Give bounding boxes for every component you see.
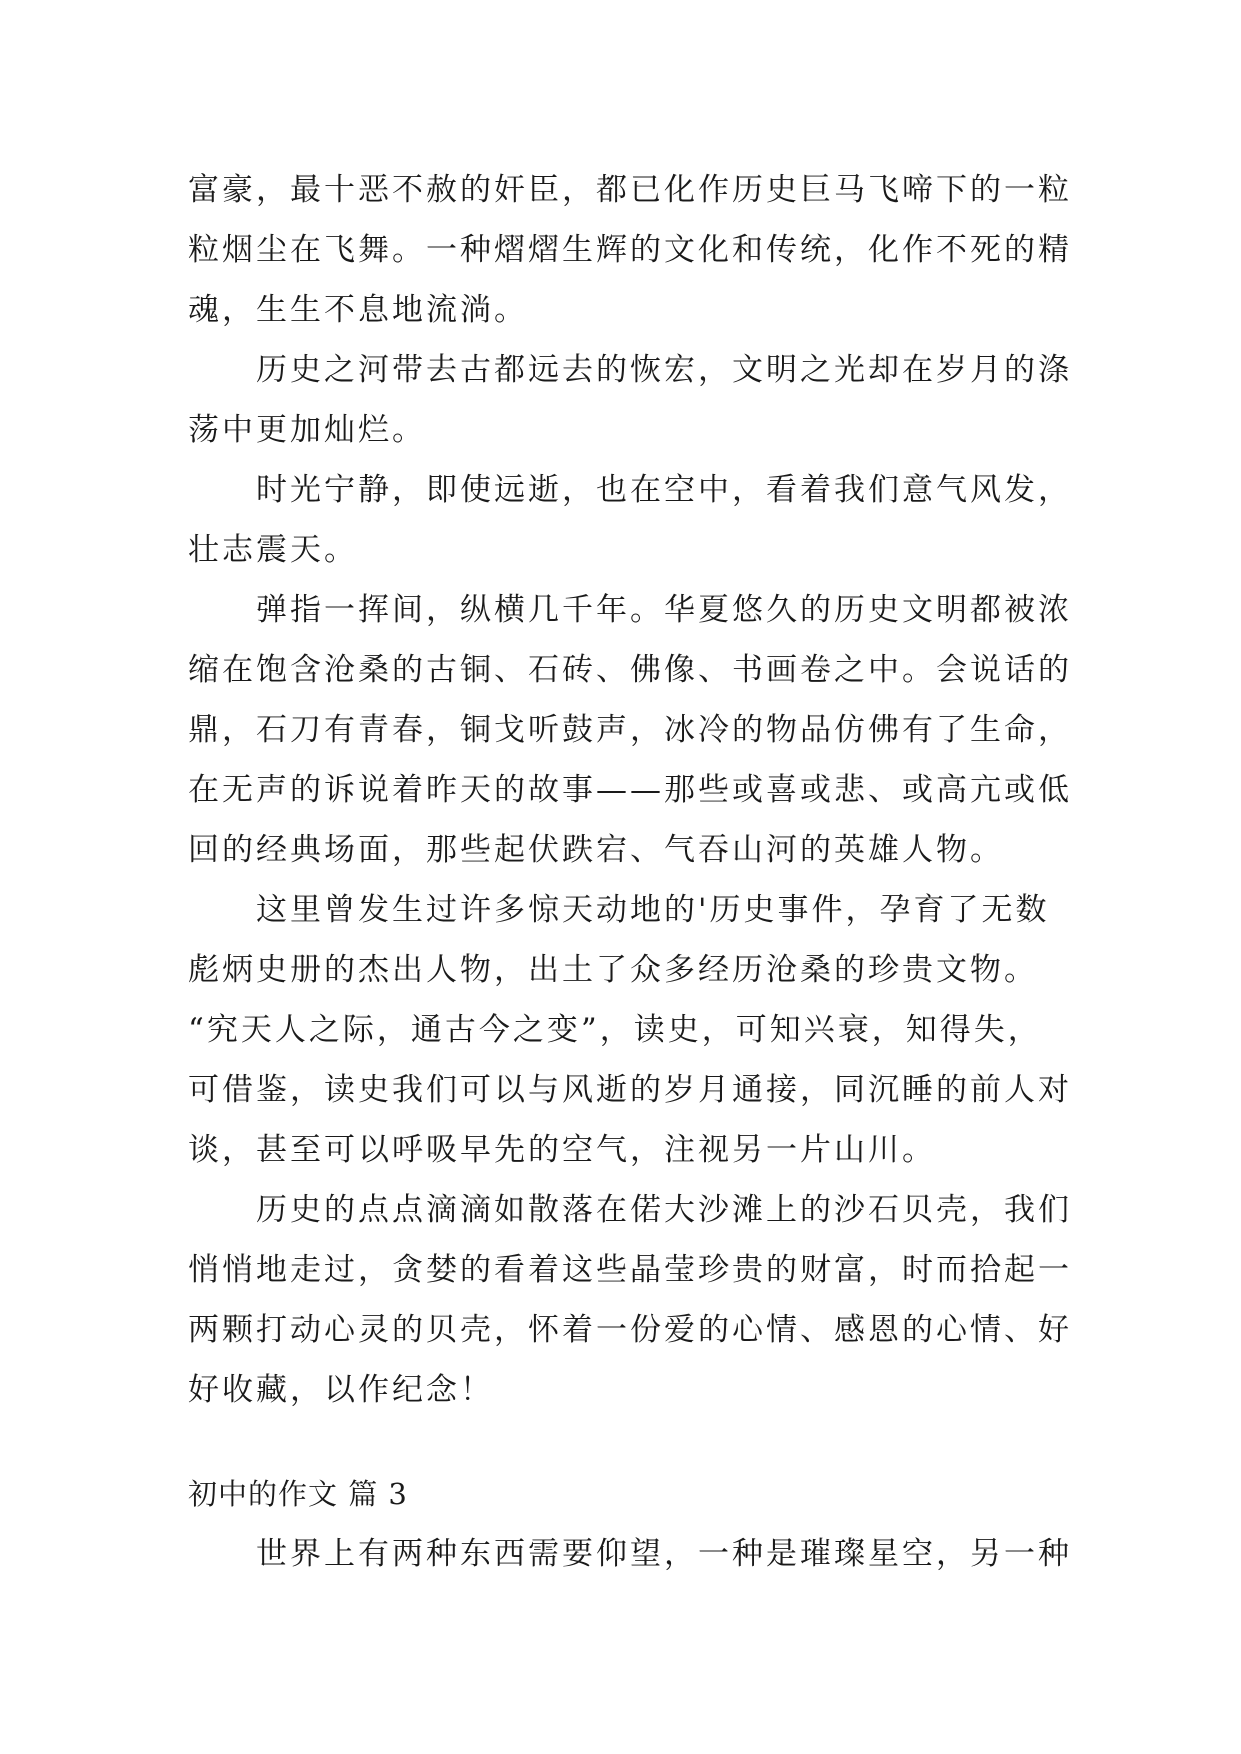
document-page xyxy=(188,160,1072,1584)
text-line: 回的经典场面，那些起伏跌宕、气吞山河的英雄人物。 xyxy=(188,832,1004,868)
text-line: 富豪，最十恶不赦的奸臣，都已化作历史巨马飞啼下的一粒 xyxy=(188,172,1072,208)
text-line: 魂，生生不息地流淌。 xyxy=(188,292,528,328)
text-line: 历史的点点滴滴如散落在偌大沙滩上的沙石贝壳，我们 xyxy=(256,1192,1072,1228)
text-line: 荡中更加灿烂。 xyxy=(188,412,426,448)
text-line: 鼎，石刀有青春，铜戈听鼓声，冰冷的物品仿佛有了生命， xyxy=(188,712,1072,748)
text-line: 世界上有两种东西需要仰望，一种是璀璨星空，另一种 xyxy=(256,1536,1072,1572)
section-spacer xyxy=(188,1420,1068,1464)
text-line: 彪炳史册的杰出人物，出土了众多经历沧桑的珍贵文物。 xyxy=(188,952,1038,988)
text-line: 粒烟尘在飞舞。一种熠熠生辉的文化和传统，化作不死的精 xyxy=(188,232,1072,268)
text-line: 悄悄地走过，贪婪的看着这些晶莹珍贵的财富，时而拾起一 xyxy=(188,1252,1072,1288)
section-heading: 初中的作文 篇 3 xyxy=(188,1477,408,1511)
text-line: 缩在饱含沧桑的古铜、石砖、佛像、书画卷之中。会说话的 xyxy=(188,652,1072,688)
text-line: “究天人之际，通古今之变”，读史，可知兴衰，知得失， xyxy=(188,1012,1042,1048)
text-line: 这里曾发生过许多惊天动地的'历史事件，孕育了无数 xyxy=(256,892,1050,928)
text-line: 好收藏，以作纪念！ xyxy=(188,1372,494,1408)
text-line: 时光宁静，即使远逝，也在空中，看着我们意气风发， xyxy=(256,472,1072,508)
text-line: 在无声的诉说着昨天的故事——那些或喜或悲、或高亢或低 xyxy=(188,772,1072,808)
text-line: 谈，甚至可以呼吸早先的空气，注视另一片山川。 xyxy=(188,1132,936,1168)
text-line: 壮志震天。 xyxy=(188,532,358,568)
text-line: 可借鉴，读史我们可以与风逝的岁月通接，同沉睡的前人对 xyxy=(188,1072,1072,1108)
text-line: 弹指一挥间，纵横几千年。华夏悠久的历史文明都被浓 xyxy=(256,592,1072,628)
text-line: 历史之河带去古都远去的恢宏，文明之光却在岁月的涤 xyxy=(256,352,1072,388)
text-line: 两颗打动心灵的贝壳，怀着一份爱的心情、感恩的心情、好 xyxy=(188,1312,1072,1348)
